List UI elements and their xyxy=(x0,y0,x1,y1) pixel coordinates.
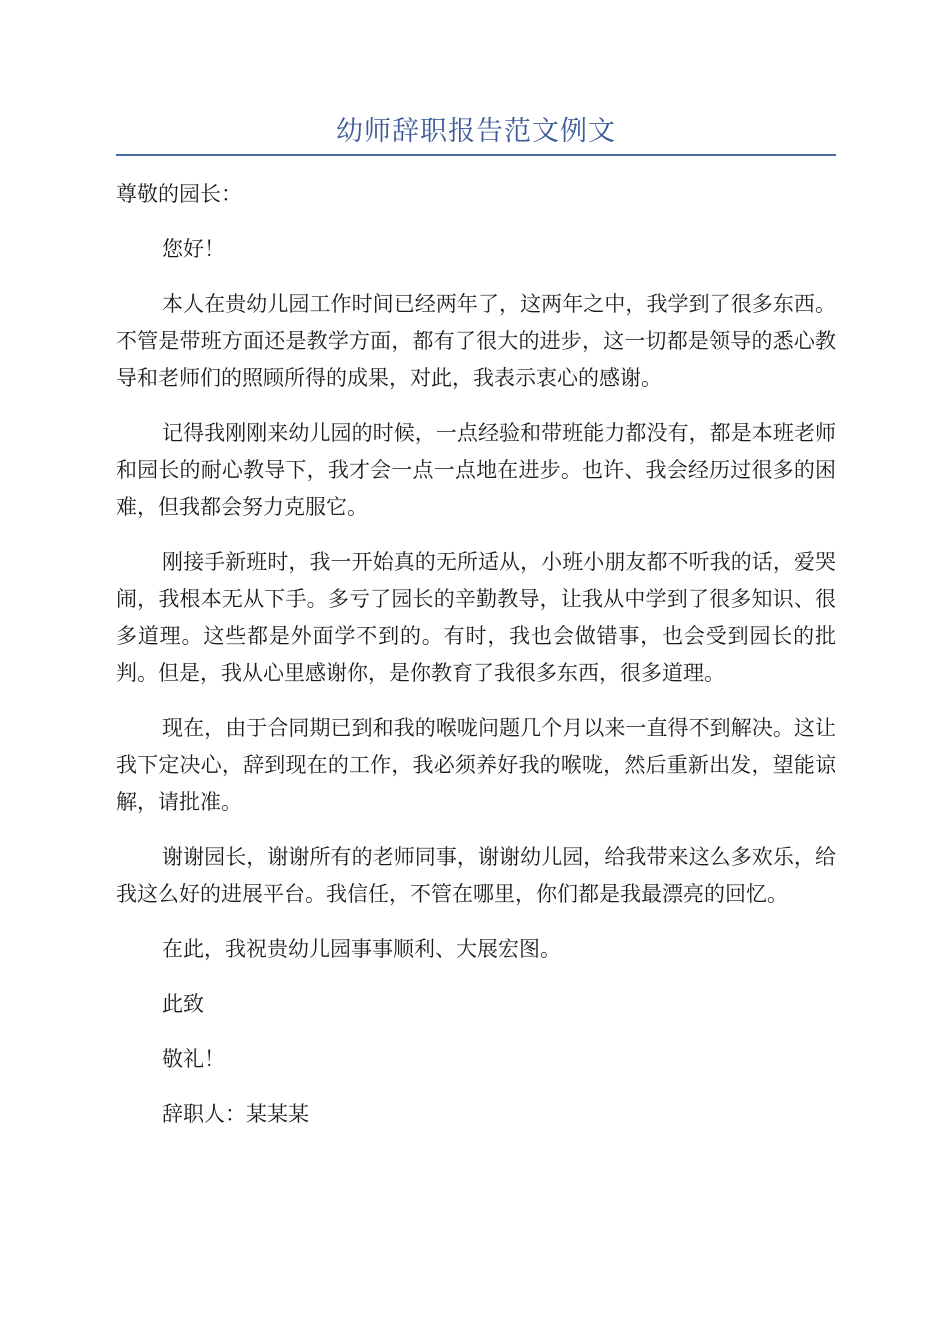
paragraph-4: 现在，由于合同期已到和我的喉咙问题几个月以来一直得不到解决。这让我下定决心，辞到现在的工作，我必须养好我的喉咙，然后重新出发，望能谅解，请批准。 xyxy=(116,716,836,814)
paragraph-2: 记得我刚刚来幼儿园的时候，一点经验和带班能力都没有，都是本班老师和园长的耐心教导下，我才会一点一点地在进步。也许、我会经历过很多的困难，但我都会努力克服它。 xyxy=(116,421,836,519)
closing-line-1: 此致 xyxy=(162,992,204,1016)
document-title: 幼师辞职报告范文例文 xyxy=(336,116,616,147)
paragraph-1: 本人在贵幼儿园工作时间已经两年了，这两年之中，我学到了很多东西。不管是带班方面还是教学方面，都有了很大的进步，这一切都是领导的悉心教导和老师们的照顾所得的成果，对此，我表示衷心的感谢。 xyxy=(116,292,836,390)
signature: 辞职人：某某某 xyxy=(162,1102,309,1126)
wish-line: 在此，我祝贵幼儿园事事顺利、大展宏图。 xyxy=(162,937,561,961)
salutation: 尊敬的园长： xyxy=(116,182,242,206)
paragraph-5: 谢谢园长，谢谢所有的老师同事，谢谢幼儿园，给我带来这么多欢乐，给我这么好的进展平台。我信任，不管在哪里，你们都是我最漂亮的回忆。 xyxy=(116,845,836,906)
closing-line-2: 敬礼！ xyxy=(162,1047,225,1071)
paragraph-3: 刚接手新班时，我一开始真的无所适从，小班小朋友都不听我的话，爱哭闹，我根本无从下手。多亏了园长的辛勤教导，让我从中学到了很多知识、很多道理。这些都是外面学不到的。有时，我也会做错事，也会受到园长的批判。但是，我从心里感谢你，是你教育了我很多东西，很多道理。 xyxy=(116,550,836,685)
title-underline xyxy=(116,154,836,156)
greeting: 您好！ xyxy=(162,237,225,261)
letter-body xyxy=(116,176,836,1151)
